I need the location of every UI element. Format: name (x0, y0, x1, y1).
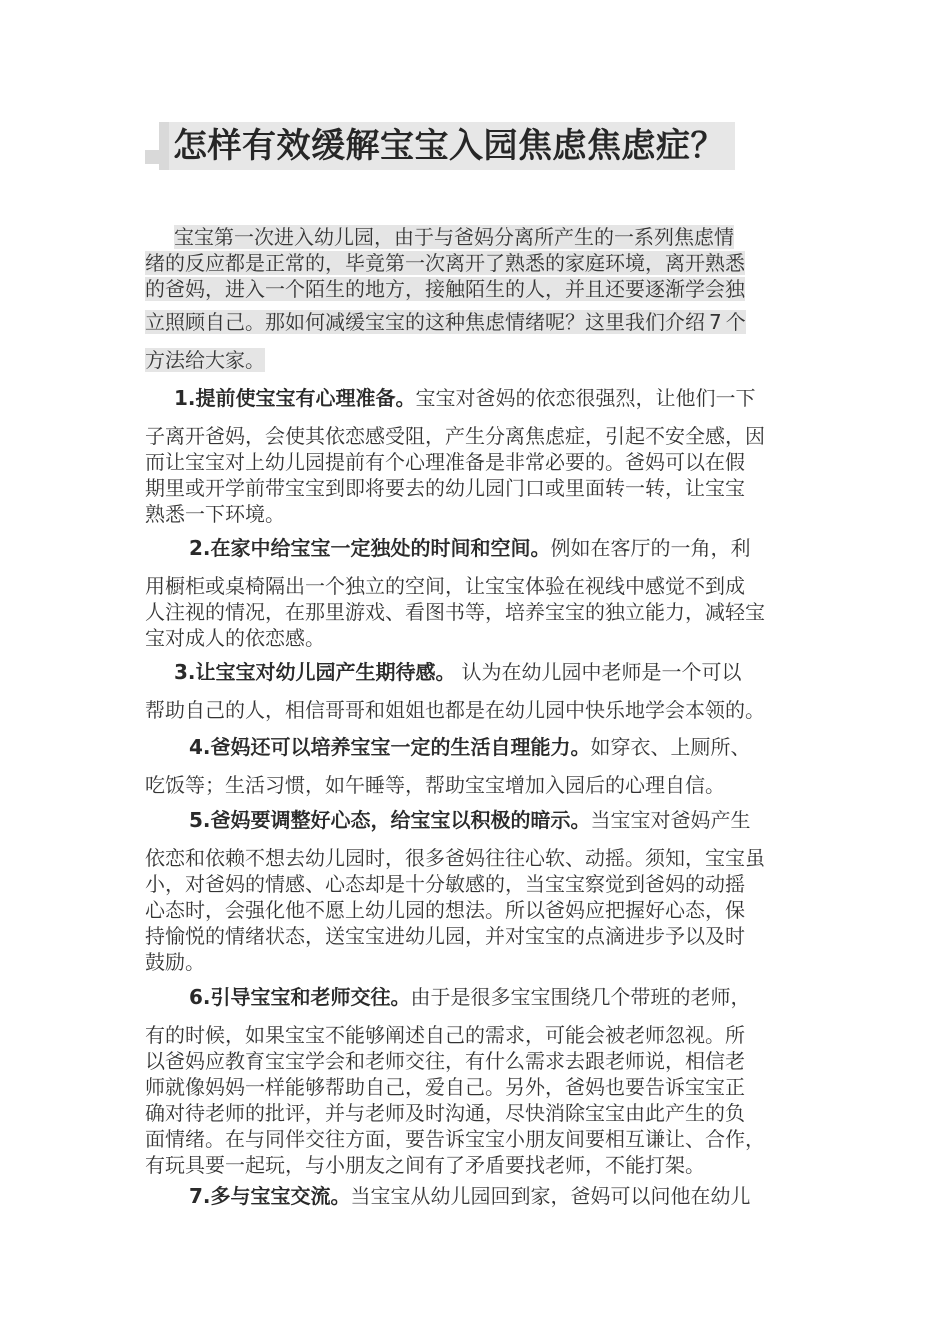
item-line: 期里或开学前带宝宝到即将要去的幼儿园门口或里面转一转，让宝宝 (145, 476, 745, 500)
item-line: 子离开爸妈，会使其依恋感受阻，产生分离焦虑症，引起不安全感，因 (145, 424, 765, 448)
item-number: 5. (189, 808, 211, 832)
intro-line: 宝宝第一次进入幼儿园，由于与爸妈分离所产生的一系列焦虑情 (174, 225, 734, 249)
item-line: 吃饭等；生活习惯，如午睡等，帮助宝宝增加入园后的心理自信。 (145, 773, 725, 797)
item-line: 确对待老师的批评，并与老师及时沟通，尽快消除宝宝由此产生的负 (145, 1101, 745, 1125)
item-heading: 多与宝宝交流。 (210, 1184, 351, 1208)
list-item (145, 1183, 810, 1213)
list-item (145, 734, 810, 798)
title-marker (145, 150, 159, 164)
item-heading: 让宝宝对幼儿园产生期待感。 (195, 660, 456, 684)
list-item (145, 535, 810, 651)
item-text: 由于是很多宝宝围绕几个带班的老师， (410, 985, 751, 1009)
intro-line: 方法给大家。 (145, 348, 265, 372)
item-text: 当宝宝从幼儿园回到家，爸妈可以问他在幼儿 (350, 1184, 751, 1208)
item-text: 例如在客厅的一角，利 (550, 536, 751, 560)
intro-paragraph (145, 224, 810, 378)
intro-line: 绪的反应都是正常的，毕竟第一次离开了熟悉的家庭环境，离开熟悉 (145, 251, 745, 275)
list-item (145, 659, 810, 723)
intro-line: 立照顾自己。那如何减缓宝宝的这种焦虑情绪呢？这里我们介绍 (145, 310, 705, 334)
item-text: 如穿衣、上厕所、 (590, 735, 751, 759)
item-line: 有玩具要一起玩，与小朋友之间有了矛盾要找老师，不能打架。 (145, 1153, 705, 1177)
item-heading: 在家中给宝宝一定独处的时间和空间。 (210, 536, 551, 560)
item-text: 宝宝对爸妈的依恋很强烈，让他们一下 (415, 386, 756, 410)
item-number: 2. (189, 536, 211, 560)
intro-line: 个 (725, 310, 746, 334)
item-line: 帮助自己的人，相信哥哥和姐姐也都是在幼儿园中快乐地学会本领的。 (145, 698, 765, 722)
item-line: 面情绪。在与同伴交往方面，要告诉宝宝小朋友间要相互谦让、合作， (145, 1127, 765, 1151)
item-line: 依恋和依赖不想去幼儿园时，很多爸妈往往心软、动摇。须知，宝宝虽 (145, 846, 765, 870)
item-line: 而让宝宝对上幼儿园提前有个心理准备是非常必要的。爸妈可以在假 (145, 450, 745, 474)
item-line: 人注视的情况，在那里游戏、看图书等，培养宝宝的独立能力，减轻宝 (145, 600, 765, 624)
title-bar (159, 122, 169, 170)
item-heading: 爸妈还可以培养宝宝一定的生活自理能力。 (210, 735, 591, 759)
item-line: 师就像妈妈一样能够帮助自己，爱自己。另外，爸妈也要告诉宝宝正 (145, 1075, 745, 1099)
item-heading: 引导宝宝和老师交往。 (210, 985, 411, 1009)
item-line: 熟悉一下环境。 (145, 502, 285, 526)
item-line: 鼓励。 (145, 950, 205, 974)
item-line: 用橱柜或桌椅隔出一个独立的空间，让宝宝体验在视线中感觉不到成 (145, 574, 745, 598)
list-item (145, 385, 810, 527)
intro-line: 的爸妈，进入一个陌生的地方，接触陌生的人，并且还要逐渐学会独 (145, 277, 745, 301)
item-line: 持愉悦的情绪状态，送宝宝进幼儿园，并对宝宝的点滴进步予以及时 (145, 924, 745, 948)
item-text: 当宝宝对爸妈产生 (590, 808, 751, 832)
item-number: 4. (189, 735, 211, 759)
item-number: 1. (174, 386, 196, 410)
item-line: 小，对爸妈的情感、心态却是十分敏感的，当宝宝察觉到爸妈的动摇 (145, 872, 745, 896)
item-number: 3. (174, 660, 196, 684)
item-number: 6. (189, 985, 211, 1009)
item-number: 7. (189, 1184, 211, 1208)
item-line: 有的时候，如果宝宝不能够阐述自己的需求，可能会被老师忽视。所 (145, 1023, 745, 1047)
item-text: 认为在幼儿园中老师是一个可以 (461, 660, 742, 684)
item-heading: 提前使宝宝有心理准备。 (195, 386, 416, 410)
item-line: 以爸妈应教育宝宝学会和老师交往，有什么需求去跟老师说，相信老 (145, 1049, 745, 1073)
item-line: 心态时，会强化他不愿上幼儿园的想法。所以爸妈应把握好心态，保 (145, 898, 745, 922)
list-item (145, 807, 810, 975)
item-heading: 爸妈要调整好心态，给宝宝以积极的暗示。 (210, 808, 591, 832)
list-item (145, 984, 810, 1178)
intro-number: 7 (705, 310, 726, 334)
page-title: 怎样有效缓解宝宝入园焦虑焦虑症？ (169, 122, 735, 170)
item-line: 宝对成人的依恋感。 (145, 626, 325, 650)
